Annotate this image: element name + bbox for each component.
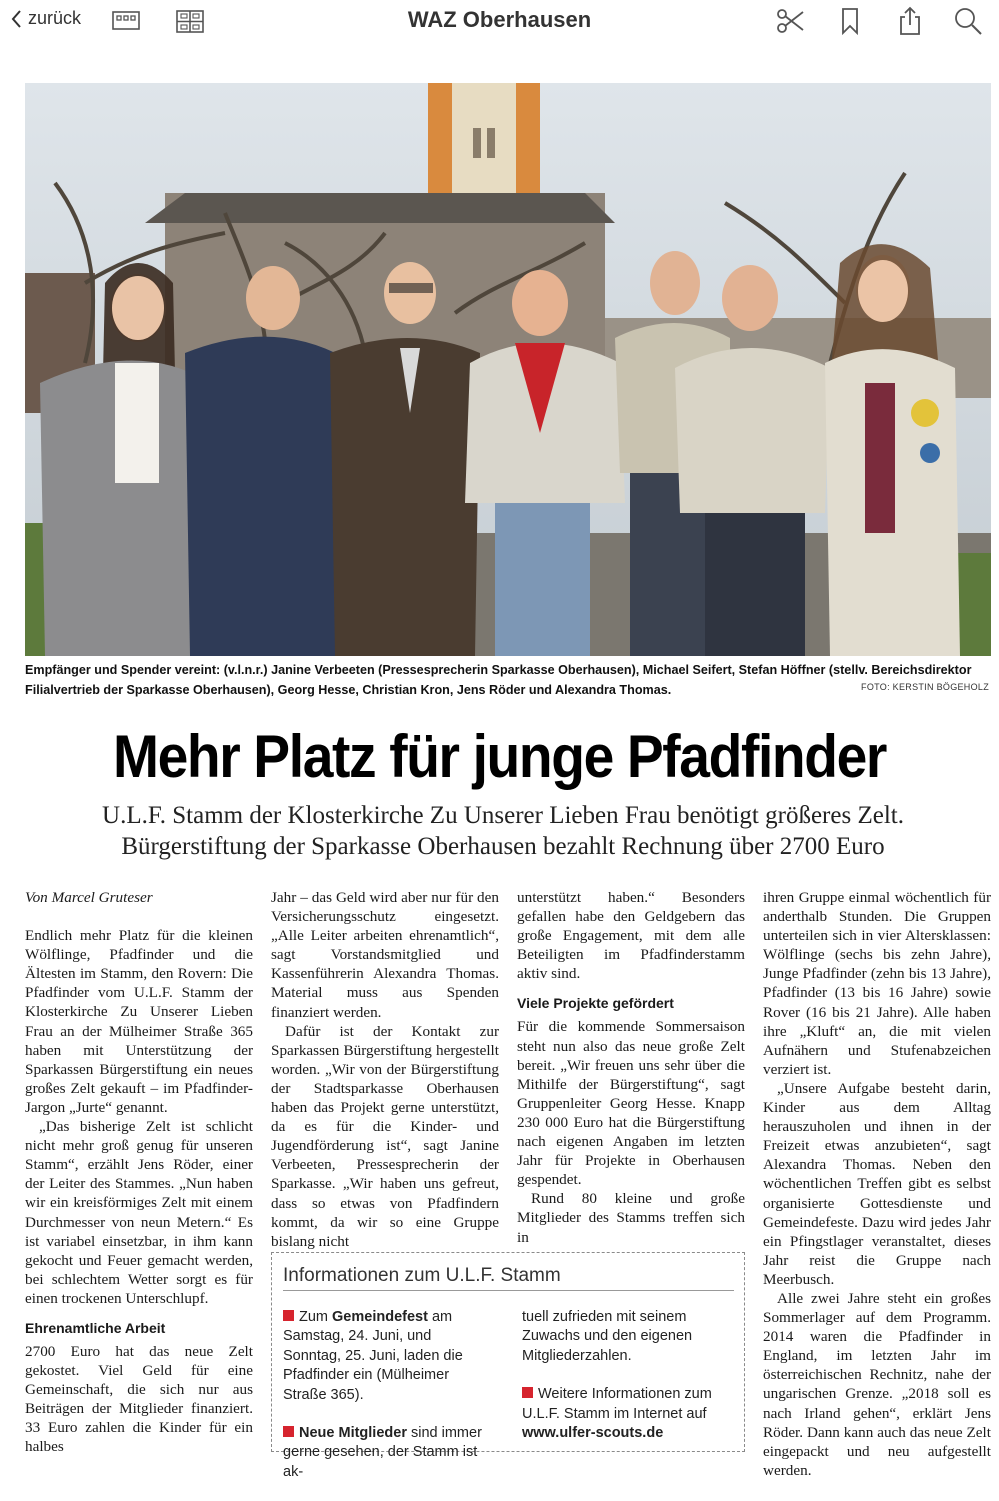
article-headline: Mehr Platz für junge Pfadfinder — [112, 723, 887, 790]
paragraph: Dafür ist der Kontakt zur Sparkassen Bürgerstiftung hergestellt worden. „Wir von der Bürgerstiftung der Stadtsparkasse Oberhausen haben das Projekt gerne unterstützt, da es für die Kinder- und Jugendförderung ist“, sagt Janine Verbeeten, Pressesprecherin der Sparkasse. „Wir haben uns gefreut, dass so etwas von Pfadfindern kommt, da wir so eine Gruppe bislang nicht — [271, 1022, 499, 1250]
article-subhead — [20, 800, 986, 862]
info-box-column-1 — [283, 1308, 493, 1501]
paragraph: Für die kommende Sommersaison steht nun also das neue große Zelt bereit. „Wir freuen uns sehr über die Mithilfe der Bürgerstiftung“, sagt Gruppenleiter Georg Hesse. Knapp 230 000 Euro hat die Bürgerstiftung nach eigenen Angaben im letzten Jahr für Projekte in Oberhausen gespendet. — [517, 1018, 745, 1189]
photo-caption: Empfänger und Spender vereint: (v.l.n.r.) Janine Verbeeten (Pressesprecherin Sparkasse Oberhausen), Michael Seifert, Stefan Höffner (stellv. Bereichsdirektor Filialvertrieb der Sparkasse Oberhausen), Georg Hesse, Christian Kron, Jens Röder und Alexandra Thomas. — [25, 663, 972, 697]
bullet-square-icon — [522, 1387, 533, 1398]
article-column-3 — [517, 888, 745, 1247]
article-column-1 — [25, 888, 253, 1457]
info-item: Neue Mitglieder sind immer gerne gesehen, der Stamm ist ak- — [283, 1425, 482, 1480]
info-item: Weitere Informationen zum U.L.F. Stamm im Internet auf www.ulfer-scouts.de — [522, 1386, 712, 1442]
info-box — [271, 1252, 745, 1480]
paragraph: „Das bisherige Zelt ist schlicht nicht mehr groß genug für unseren Stamm“, erzählt Jens Röder, einer der Leiter des Stammes. „Nun haben wir ein kreisförmiges Zelt mit einem Durchmesser von neun Metern.“ Es ist variabel einsetzbar, in ihm kann gekocht und Feuer gemacht werden, bei schlechtem Wetter sorgt es für einen trockenen Unterschlupf. — [25, 1118, 253, 1307]
paragraph: Endlich mehr Platz für die kleinen Wölflinge, Pfadfinder und die Ältesten im Stamm, den Rovern: Die Pfadfinder vom U.L.F. Stamm der Klosterkirche Zu Unserer Lieben Frau an der Mülheimer Straße 365 haben mit Unterstützung der Sparkassen Bürgerstiftung ein neues großes Zelt gekauft – im Pfadfinder-Jargon „Jurte“ genannt. — [25, 927, 253, 1116]
subheading: Ehrenamtliche Arbeit — [25, 1319, 166, 1336]
search-icon[interactable] — [952, 6, 984, 36]
article-photo — [25, 83, 991, 656]
bullet-square-icon — [283, 1310, 294, 1321]
scissors-icon[interactable] — [774, 6, 806, 36]
paragraph: Alle zwei Jahre steht ein großes Sommerlager auf dem Programm. 2014 waren die Pfadfinder in England, im letzten Jahr im österreichischen Rechnitz, nahe der ungarischen Grenze. „2018 soll es nach Irland gehen“, erklärt Jens Röder. Dann kann auch das neue Zelt eingepackt und neu aufgestellt werden. — [763, 1289, 991, 1479]
info-box-divider — [283, 1290, 734, 1291]
bookmark-icon[interactable] — [834, 6, 866, 36]
paragraph: Rund 80 kleine und große Mitglieder des Stamms treffen sich in — [517, 1190, 745, 1246]
paragraph: ihren Gruppe einmal wöchentlich für anderthalb Stunden. Die Gruppen unterteilen sich in vier Altersklassen: Wölflinge (sechs bis zehn Jahre), Junge Pfadfinder (zehn bis 13 Jahre), Pfadfinder (13 bis 16 Jahre) sowie Rover (16 bis 21 Jahre). Alle haben ihre „Kluft“ an, die mit vielen Aufnähern und Stufenabzeichen verziert ist. — [763, 889, 991, 1078]
byline: Von Marcel Gruteser — [25, 889, 153, 906]
article-column-4 — [763, 888, 991, 1480]
info-box-title: Informationen zum U.L.F. Stamm — [283, 1265, 561, 1286]
group-photo-illustration — [25, 83, 991, 656]
paragraph: unterstützt haben.“ Besonders gefallen habe den Geldgebern das große Engagement, mit dem alle Beteiligten im Pfadfinderstamm aktiv sind. — [517, 889, 745, 983]
info-box-column-2 — [522, 1308, 732, 1462]
info-item: Zum Gemeindefest am Samstag, 24. Juni, und Sonntag, 25. Juni, laden die Pfadfinder ein (Mülheimer Straße 365). — [283, 1309, 463, 1403]
subheading: Viele Projekte gefördert — [517, 995, 674, 1012]
top-bar — [0, 0, 999, 44]
subhead-line-1: U.L.F. Stamm der Klosterkirche Zu Unserer Lieben Frau benötigt größeres Zelt. — [102, 802, 904, 829]
subhead-line-2: Bürgerstiftung der Sparkasse Oberhausen bezahlt Rechnung über 2700 Euro — [121, 833, 885, 860]
info-item-continued: tuell zufrieden mit seinem Zuwachs und den eigenen Mitgliederzahlen. — [522, 1309, 693, 1364]
paragraph: Jahr – das Geld wird aber nur für den Versicherungsschutz eingesetzt. „Alle Leiter arbeiten ehrenamtlich“, sagt Vorstandsmitglied und Kassenführerin Alexandra Thomas. Material muss aus Spenden finanziert werden. — [271, 889, 499, 1021]
back-label: zurück — [28, 8, 82, 28]
article-column-2 — [271, 888, 499, 1251]
website-link[interactable]: www.ulfer-scouts.de — [522, 1425, 664, 1442]
paragraph: „Unsere Aufgabe besteht darin, Kinder aus dem Alltag herauszuholen und ihnen in der Freizeit etwas anzubieten“, sagt Alexandra Thomas. Neben den wöchentlichen Treffen gibt es selbst organisierte Gottesdienste und Gemeindefeste. Dazu wird jedes Jahr ein Pfingstlager veranstaltet, dieses Jahr reist die Gruppe nach Meerbusch. — [763, 1079, 991, 1288]
photo-credit: FOTO: KERSTIN BÖGEHOLZ — [861, 682, 989, 692]
app-title: WAZ Oberhausen — [407, 7, 592, 32]
paragraph: 2700 Euro hat das neue Zelt gekostet. Viel Geld für eine Gemeinschaft, die sich nur aus Beiträgen der Mitglieder finanziert. 33 Euro zahlen die Kinder für ein halbes — [25, 1342, 253, 1456]
bullet-square-icon — [283, 1426, 294, 1437]
share-icon[interactable] — [894, 6, 926, 36]
